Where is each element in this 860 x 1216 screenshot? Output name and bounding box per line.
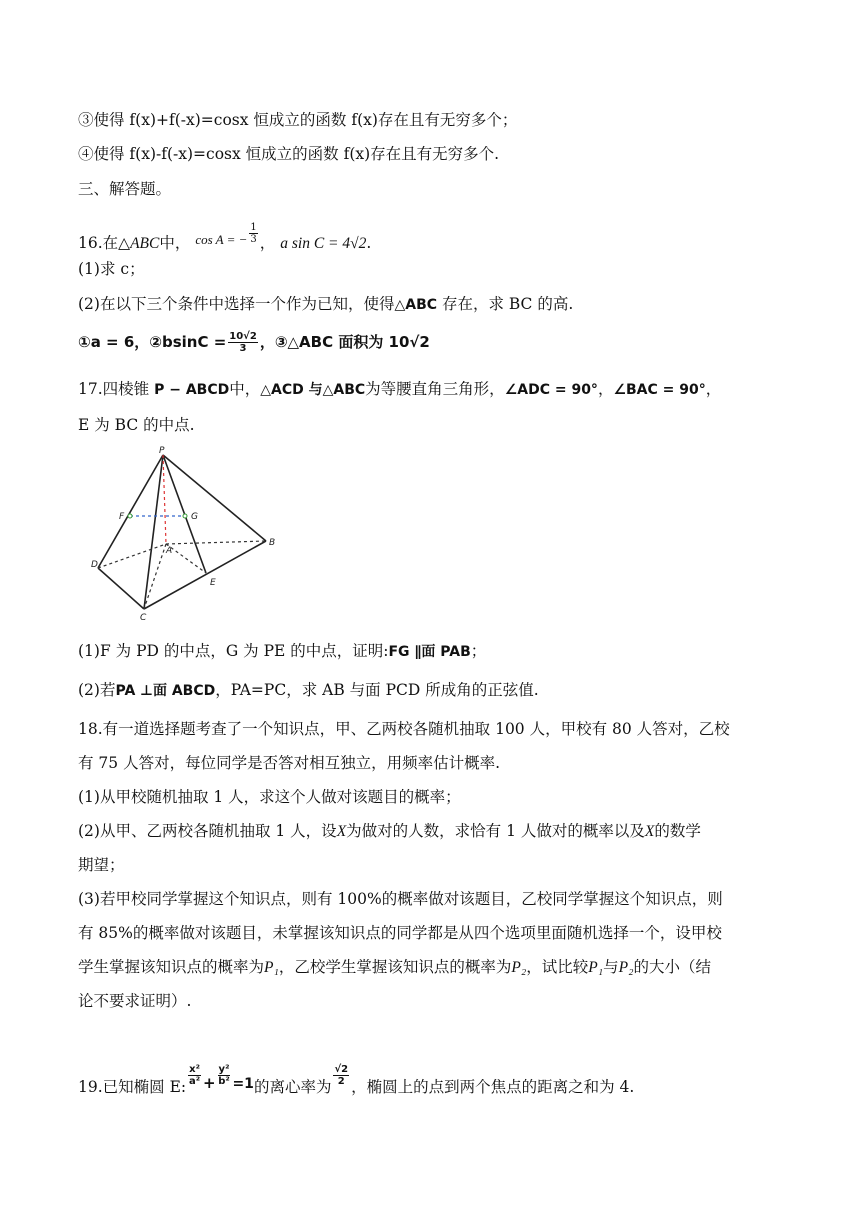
q17-part2-a: (2)若 [78,681,116,699]
q16-cond-frac [228,331,258,354]
edge-DC [98,568,144,609]
edge-PA [163,455,166,544]
q18-p1b: P₁ [588,959,604,976]
q16-cond-2: ，③△ABC 面积为 10√2 [259,333,430,351]
q18-var-x1: X [336,823,347,840]
q18-part3-l2: 有 85%的概率做对该题目，未掌握该知识点的同学都是从四个选项里面随机选择一个，设甲校 [78,924,722,942]
q18-l8e: 的大小（结 [633,958,712,976]
q18-p2b: P₂ [618,959,634,976]
q18-l8a: 学生掌握该知识点的概率为 [78,958,265,976]
q19-end: ，椭圆上的点到两个焦点的距离之和为 4. [351,1078,635,1096]
q19-x2: x² [189,1064,200,1075]
q19-stem [78,1064,634,1098]
edge-CB [144,541,266,609]
q16-frac-den: 3 [250,234,257,245]
q19-frac-y [218,1064,231,1087]
q18-line2: 有 75 人答对，每位同学是否答对相互独立，用频率估计概率. [78,754,501,772]
q16-part2-b: 存在，求 BC 的高. [441,295,574,313]
q17-triangles: △ACD 与△ABC [260,382,366,398]
q17-part2 [78,679,539,702]
q18-p2: P₂ [511,959,527,976]
point-G [183,514,187,518]
q19-eq: =1 [232,1076,254,1092]
q18-l8c: ，试比较 [526,958,589,976]
q16-part2-triangle: △ABC [394,297,438,313]
q16-cond-frac-den: 3 [239,343,247,354]
q17-part1 [78,640,486,663]
q17-t4: ， [705,380,722,398]
edge-DA [98,544,166,568]
q19-frac-e [333,1064,349,1087]
label-E: E [210,578,216,588]
q18-p1: P₁ [264,959,279,976]
q17-prefix: 17.四棱锥 [78,380,150,398]
q16-part2-a: (2)在以下三个条件中选择一个作为已知，使得 [78,295,395,313]
label-G: G [191,512,198,522]
q19-frac-x [188,1064,201,1087]
label-B: B [269,538,276,548]
q16-end: . [366,234,372,252]
q18-part2 [78,820,701,843]
q18-l8d: 与 [603,958,619,976]
q17-stem [78,378,721,401]
q19-mid: 的离心率为 [253,1078,332,1096]
q17-part2-b: PA ⊥面 ABCD [115,683,216,699]
q16-conditions [78,331,430,354]
q19-e-den: 2 [337,1076,345,1087]
q16-cond-1: ①a = 6，②bsinC = [78,333,227,351]
q17-angle-adc: ∠ADC = 90° [504,382,598,398]
label-F: F [119,512,125,522]
q17-pyramid: P − ABCD [154,382,230,398]
q16-zhong: 中， [159,234,191,252]
statement-4: ④使得 f(x)-f(-x)=cosx 恒成立的函数 f(x)存在且有无穷多个. [78,145,500,163]
q19-plus: + [202,1074,216,1092]
q18-part2-c: 的数学 [654,822,701,840]
q16-frac-num: 1 [250,222,257,233]
q17-part1-b: FG ∥面 PAB [388,644,471,660]
q19-y2: y² [218,1064,230,1075]
q18-line1: 18.有一道选择题考查了一个知识点，甲、乙两校各随机抽取 100 人，甲校有 80 人答对，乙校 [78,720,730,738]
q17-t2: 为等腰直角三角形， [365,380,505,398]
q19-e-num: √2 [334,1064,349,1075]
q18-l8b: ，乙校学生掌握该知识点的概率为 [278,958,512,976]
q16-stem [78,222,371,255]
edge-PC [144,455,163,609]
q17-t1: 中， [229,380,261,398]
label-D: D [91,560,98,570]
edge-AB [166,541,266,544]
q19-prefix: 19.已知椭圆 E: [78,1078,187,1096]
q18-part2-a: (2)从甲、乙两校各随机抽取 1 人，设 [78,822,337,840]
label-C: C [140,613,147,623]
q16-asinC: a sin C = 4√2 [280,235,367,252]
q16-part2 [78,293,573,316]
q17-line2: E 为 BC 的中点. [78,416,195,434]
pyramid-figure [86,443,286,623]
q16-part1: (1)求 c； [78,260,145,278]
q18-var-x2: X [644,823,655,840]
label-P: P [159,446,165,456]
label-A: A [166,546,173,556]
q18-part2-cont: 期望； [78,856,125,874]
q16-triangle: △ABC [118,235,160,252]
statement-3: ③使得 f(x)+f(-x)=cosx 恒成立的函数 f(x)存在且有无穷多个； [78,111,518,129]
section-heading: 三、解答题。 [78,180,172,198]
q18-part2-b: 为做对的人数，求恰有 1 人做对的概率以及 [346,822,645,840]
q18-part3-l3 [78,956,711,979]
q19-b2: b² [218,1076,230,1087]
q17-angle-bac: ∠BAC = 90° [613,382,706,398]
q18-part3: (3)若甲校同学掌握这个知识点，则有 100%的概率做对该题目，乙校同学掌握这个知识点，则 [78,890,723,908]
q16-fraction [249,222,257,245]
q16-cosA: cos A = − [195,232,248,247]
q17-part2-c: ，PA=PC，求 AB 与面 PCD 所成角的正弦值. [215,681,539,699]
q16-sep: ， [259,234,276,252]
q19-a2: a² [188,1076,201,1087]
point-F [128,514,132,518]
q17-part1-a: (1)F 为 PD 的中点，G 为 PE 的中点，证明: [78,642,389,660]
q16-cond-frac-num: 10√2 [229,331,257,342]
q17-t3: ， [597,380,614,398]
q17-part1-c: ； [470,642,487,660]
q18-part1: (1)从甲校随机抽取 1 人，求这个人做对该题目的概率； [78,788,461,806]
q16-prefix: 16.在 [78,234,119,252]
edge-PD [98,455,163,568]
q18-part3-l4: 论不要求证明）. [78,992,192,1010]
